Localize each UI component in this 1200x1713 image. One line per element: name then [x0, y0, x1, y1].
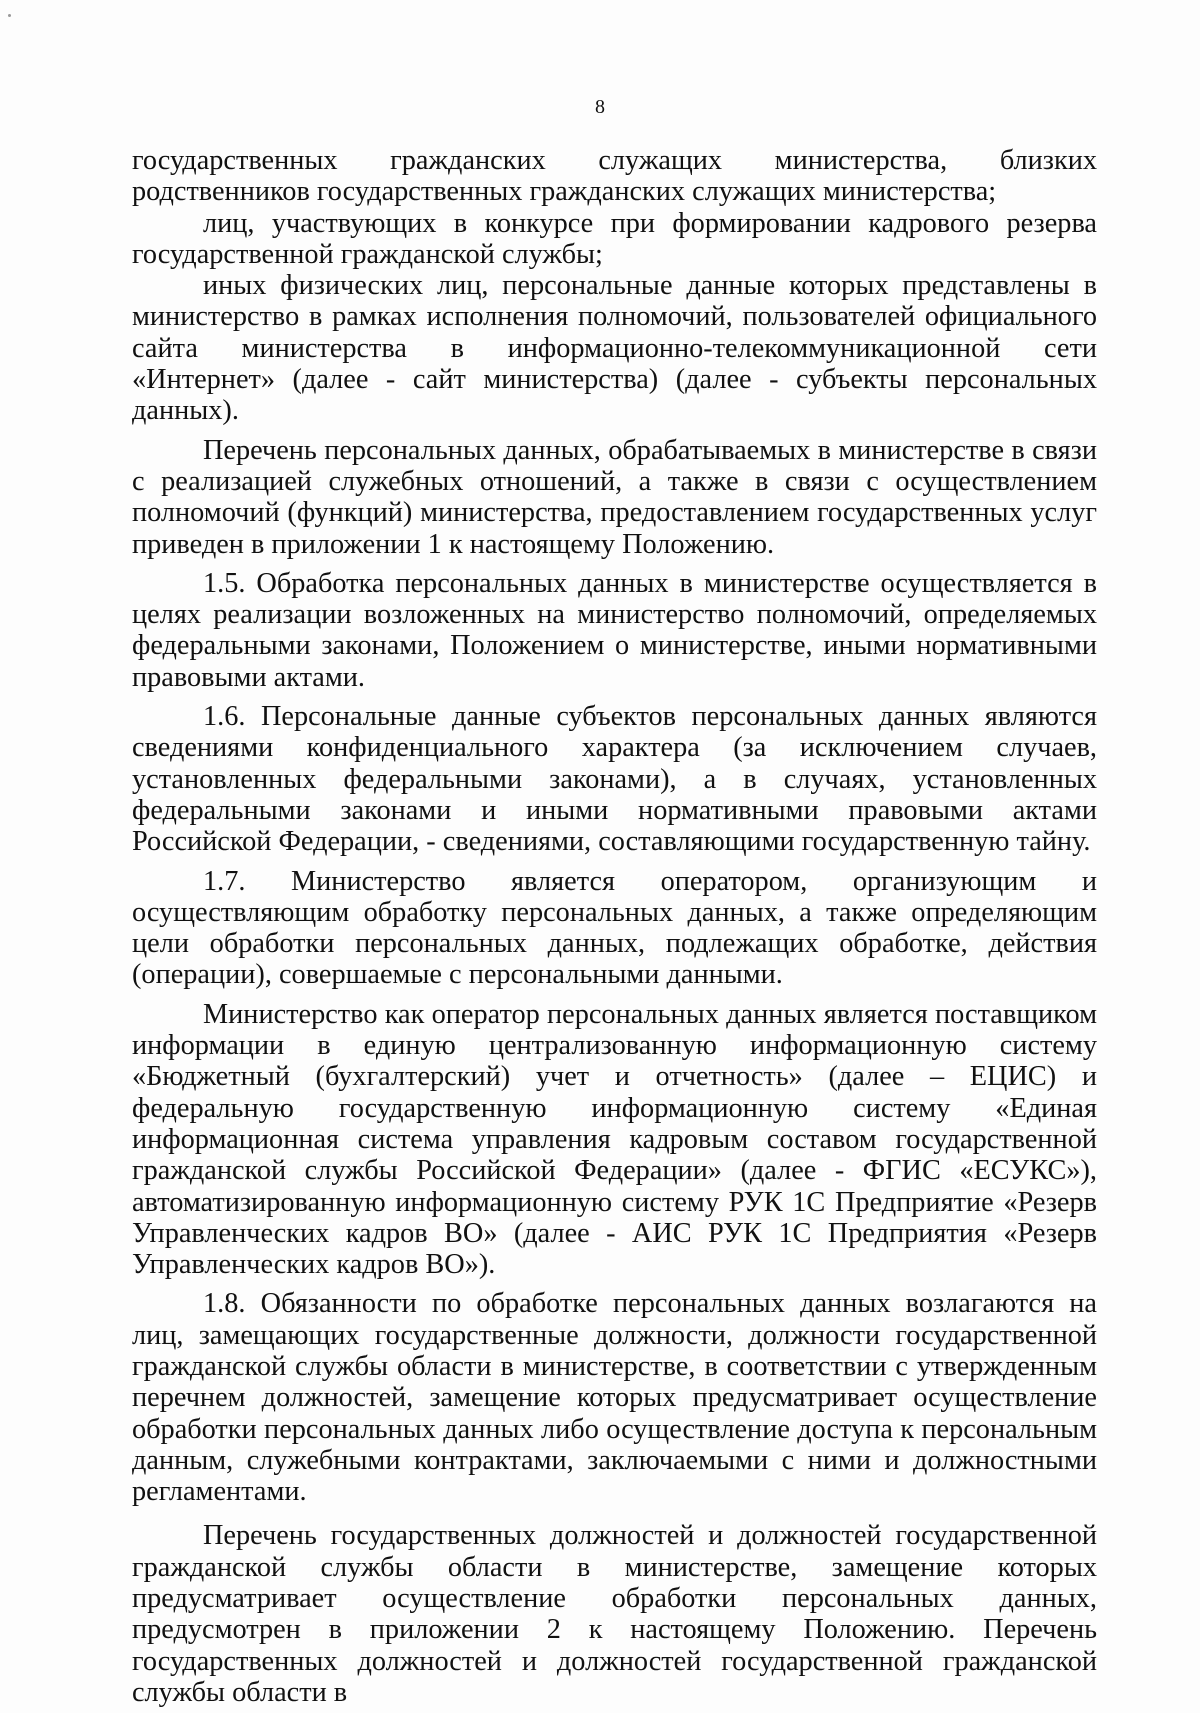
paragraph: Перечень государственных должностей и должностей государственной гражданской службы области в министерстве, замещение которых предусматривает осуществление обработки персональных данных, предусмотрен в приложении 2 к настоящему Положению. Перечень государственных должностей и должностей государственной гражданской службы области в	[132, 1520, 1097, 1708]
paragraph: 1.6. Персональные данные субъектов персональных данных являются сведениями конфиденциального характера (за исключением случаев, установленных федеральными законами), а в случаях, установленных федеральными законами и иными нормативными правовыми актами Российской Федерации, - сведениями, составляющими государственную тайну.	[132, 701, 1097, 858]
paragraph: Министерство как оператор персональных данных является поставщиком информации в единую централизованную информационную систему «Бюджетный (бухгалтерский) учет и отчетность» (далее – ЕЦИС) и федеральную государственную информационную систему «Единая информационная система управления кадровым составом государственной гражданской службы Российской Федерации» (далее - ФГИС «ЕСУКС»), автоматизированную информационную систему РУК 1С Предприятие «Резерв Управленческих кадров ВО» (далее - АИС РУК 1С Предприятия «Резерв Управленческих кадров ВО»).	[132, 998, 1097, 1281]
paragraph: государственных гражданских служащих министерства, близких родственников государственных гражданских служащих министерства;	[132, 145, 1097, 208]
scan-speck	[8, 14, 11, 17]
paragraph: 1.5. Обработка персональных данных в министерстве осуществляется в целях реализации возложенных на министерство полномочий, определяемых федеральными законами, Положением о министерстве, иными нормативными правовыми актами.	[132, 567, 1097, 693]
paragraph: 1.8. Обязанности по обработке персональных данных возлагаются на лиц, замещающих государственные должности, должности государственной гражданской службы области в министерстве, в соответствии с утвержденным перечнем должностей, замещение которых предусматривает осуществление обработки персональных данных либо осуществление доступа к персональным данным, служебными контрактами, заключаемыми с ними и должностными регламентами.	[132, 1288, 1097, 1508]
document-body	[132, 145, 1097, 1708]
paragraph: иных физических лиц, персональные данные которых представлены в министерство в рамках исполнения полномочий, пользователей официального сайта министерства в информационно-телекоммуникационной сети «Интернет» (далее - сайт министерства) (далее - субъекты персональных данных).	[132, 270, 1097, 427]
paragraph: 1.7. Министерство является оператором, организующим и осуществляющим обработку персональных данных, а также определяющим цели обработки персональных данных, подлежащих обработке, действия (операции), совершаемые с персональными данными.	[132, 865, 1097, 991]
page-number: 8	[595, 96, 605, 118]
paragraph: Перечень персональных данных, обрабатываемых в министерстве в связи с реализацией служебных отношений, а также в связи с осуществлением полномочий (функций) министерства, предоставлением государственных услуг приведен в приложении 1 к настоящему Положению.	[132, 434, 1097, 560]
paragraph: лиц, участвующих в конкурсе при формировании кадрового резерва государственной гражданской службы;	[132, 207, 1097, 270]
